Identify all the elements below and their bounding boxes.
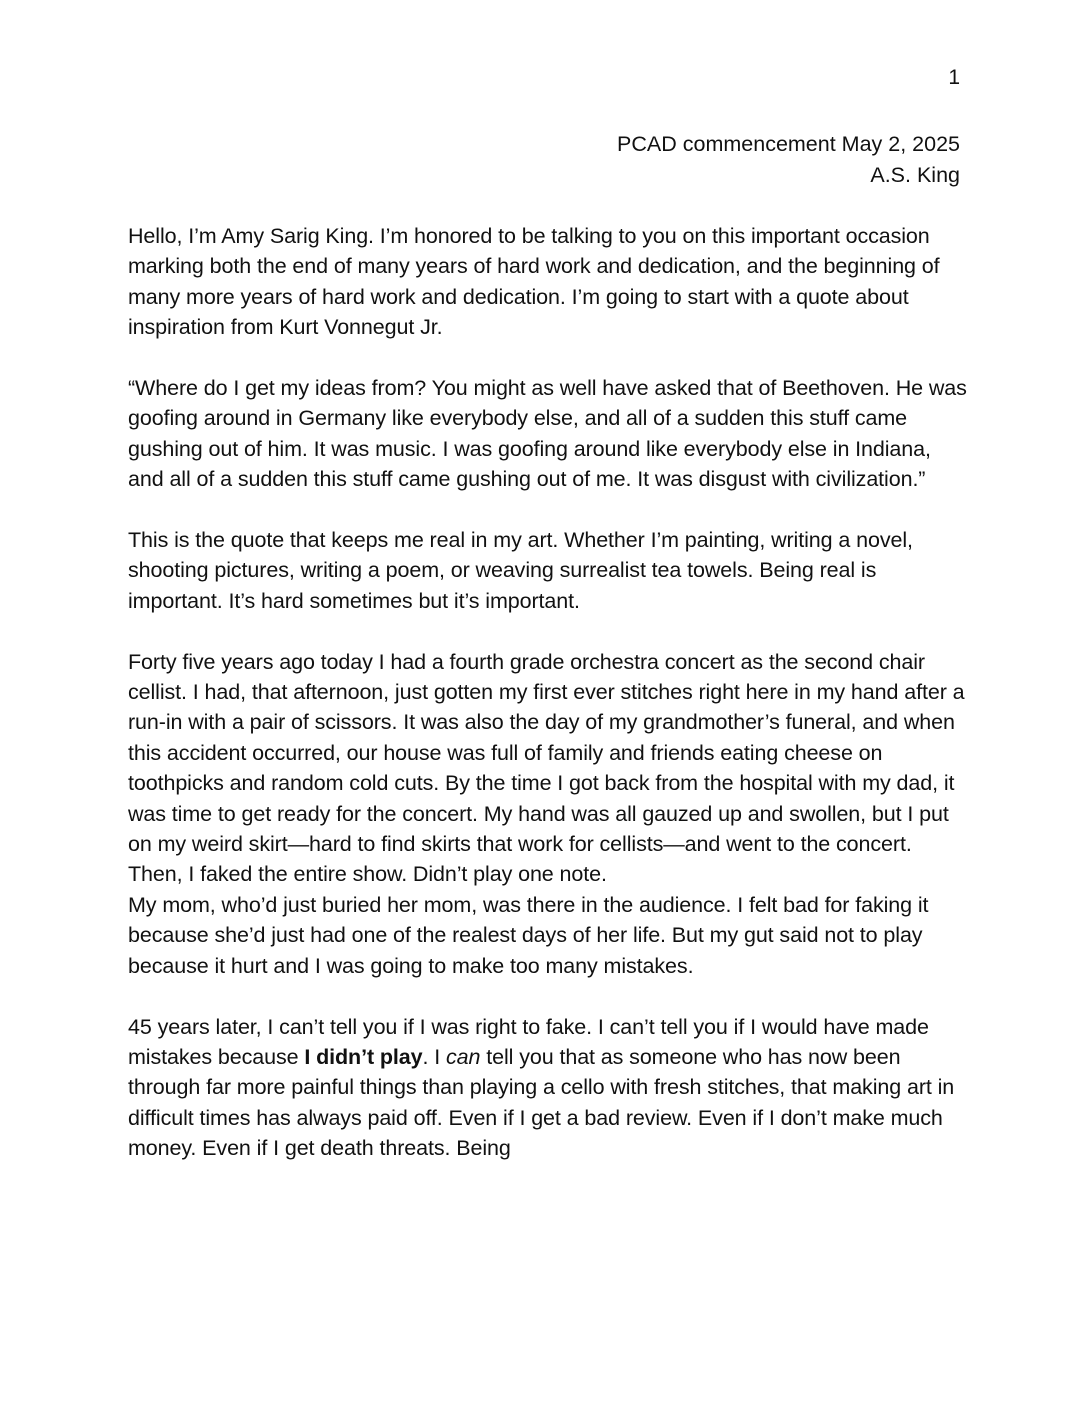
paragraph-orchestra-concert: Forty five years ago today I had a fourth grade orchestra concert as the second chair cellist. I had, that afternoon, just gotten my first ever stitches right here in my hand after a run-in with a pair of scissors. It was also the day of my grandmother’s funeral, and when this accident occurred, our house was full of family and friends eating cheese on toothpicks and random cold cuts. By the time I got back from the hospital with my dad, it was time to get ready for the concert. My hand was all gauzed up and swollen, but I put on my weird skirt—hard to find skirts that work for cellists—and went to the concert. Then, I faked the entire show. Didn’t play one note.	[128, 649, 965, 887]
paragraph-intro: Hello, I’m Amy Sarig King. I’m honored to be talking to you on this important occasion marking both the end of many years of hard work and dedication, and the beginning of many more years of hard work and dedication. I’m going to start with a quote about inspiration from Kurt Vonnegut Jr.	[128, 224, 940, 340]
event-line: PCAD commencement May 2, 2025	[617, 132, 960, 156]
paragraph-vonnegut-quote: “Where do I get my ideas from? You might as well have asked that of Beethoven. He was goofing around in Germany like everybody else, and all of a sudden this stuff came gushing out of him. It was music. I was goofing around like everybody else in Indiana, and all of a sudden this stuff came gushing out of me. It was disgust with civilization.”	[128, 376, 967, 492]
author-line: A.S. King	[870, 163, 960, 187]
italic-word: can	[446, 1044, 481, 1069]
paragraph-mom: My mom, who’d just buried her mom, was there in the audience. I felt bad for faking it because she’d just had one of the realest days of her life. But my gut said not to play because it hurt and I was going to make too many mistakes.	[128, 892, 929, 978]
text-run: 45 years later, I can’t tell you if I was right to fake. I can’t tell you if I would have made mistakes because	[128, 1014, 929, 1069]
text-run: tell you that as someone who has now been through far more painful things than playing a cello with fresh stitches, that making art in difficult times has always paid off. Even if I get a bad review. Even if I don’t make much money. Even if I get death threats. Being	[128, 1044, 955, 1161]
paragraph-45-years-later	[128, 1012, 968, 1164]
text-run: . I	[422, 1044, 447, 1069]
speech-body	[128, 221, 968, 1164]
page-number: 1	[948, 66, 960, 89]
bold-phrase: I didn’t play	[304, 1044, 423, 1069]
document-header	[617, 129, 960, 191]
paragraph-keeps-me-real: This is the quote that keeps me real in my art. Whether I’m painting, writing a novel, shooting pictures, writing a poem, or weaving surrealist tea towels. Being real is important. It’s hard sometimes but it’s important.	[128, 528, 913, 613]
